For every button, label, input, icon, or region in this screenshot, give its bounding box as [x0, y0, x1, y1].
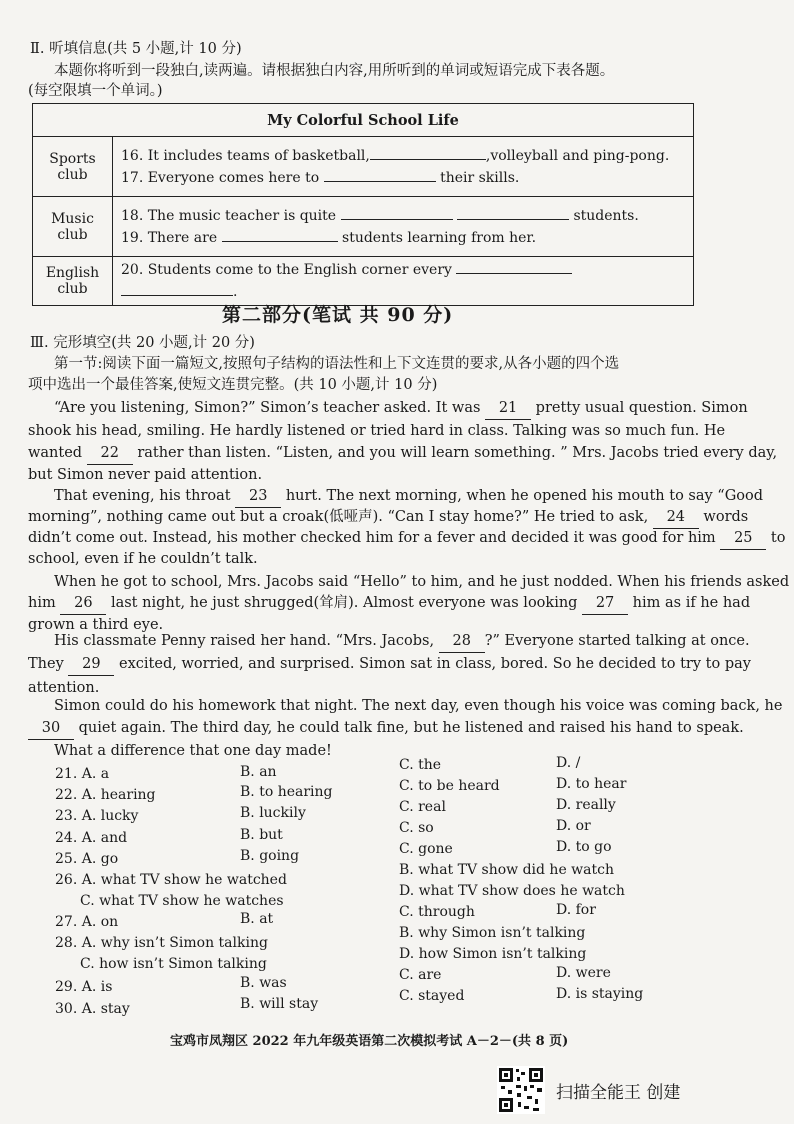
option-b: B. an [240, 764, 277, 780]
option-c: C. so [399, 820, 434, 836]
option-d: D. to hear [556, 776, 627, 792]
option-b: B. to hearing [240, 784, 333, 800]
passage-line: grown a third eye. [28, 617, 164, 633]
blank-28: 28 [439, 630, 485, 653]
option-a: 23. A. lucky [55, 808, 139, 824]
option-d: D. or [556, 818, 591, 834]
option-a: 24. A. and [55, 830, 128, 846]
option-d: D. for [556, 902, 596, 918]
option-d: D. were [556, 965, 611, 981]
passage-line: didn’t come out. Instead, his mother checked him for a fever and decided it was good for him 25 to [28, 527, 785, 550]
info-table [32, 103, 694, 306]
passage-line: 30 quiet again. The third day, he could talk fine, but he listened and raised his hand to speak. [28, 717, 744, 740]
blank-25: 25 [720, 527, 766, 550]
answer-blank-18b[interactable] [457, 205, 569, 220]
blank-21: 21 [485, 397, 531, 420]
option-b: B. what TV show did he watch [399, 862, 614, 878]
blank-30: 30 [28, 717, 74, 740]
passage-line: His classmate Penny raised her hand. “Mrs. Jacobs, 28 ?” Everyone started talking at once. [54, 630, 750, 653]
passage-line: That evening, his throat 23 hurt. The next morning, when he opened his mouth to say “Good [54, 485, 763, 508]
blank-22: 22 [87, 442, 133, 465]
blank-26: 26 [60, 592, 106, 615]
table-row [33, 197, 694, 257]
option-b: B. why Simon isn’t talking [399, 925, 586, 941]
option-a: 21. A. a [55, 766, 110, 782]
question-19-rest: students learning from her. [342, 229, 537, 246]
blank-29: 29 [68, 653, 114, 676]
question-16-rest: ,volleyball and ping-pong. [485, 147, 670, 164]
passage-line: morning”, nothing came out but a croak(低哑声). “Can I stay home?” He tried to ask, 24 words [28, 506, 748, 529]
question-16: 16. It includes teams of basketball, [121, 147, 370, 164]
option-a: 28. A. why isn’t Simon talking [55, 935, 268, 951]
passage-line: him 26 last night, he just shrugged(耸肩). Almost everyone was looking 27 him as if he had [28, 592, 750, 615]
question-18-rest: students. [573, 207, 639, 224]
option-a: 30. A. stay [55, 1001, 130, 1017]
option-c: C. how isn’t Simon talking [80, 956, 267, 972]
passage-line: attention. [28, 680, 100, 696]
passage-line: Simon could do his homework that night. The next day, even though his voice was coming back, he [54, 698, 783, 714]
passage-line: shook his head, smiling. He hardly listened or tried hard in class. Talking was so much fun. He [28, 423, 726, 439]
question-17: 17. Everyone comes here to [121, 169, 320, 186]
option-b: B. will stay [240, 996, 319, 1012]
section-heading-listening: Ⅱ. 听填信息(共 5 小题,计 10 分) [30, 41, 242, 57]
option-d: D. / [556, 755, 581, 771]
option-c: C. are [399, 967, 442, 983]
option-c: C. what TV show he watches [80, 893, 284, 909]
row-label: English club [33, 257, 113, 306]
scanner-watermark-text: 扫描全能王 创建 [556, 1083, 681, 1103]
passage-line: school, even if he couldn’t talk. [28, 551, 258, 567]
option-b: B. was [240, 975, 287, 991]
table-row [33, 257, 694, 306]
question-18: 18. The music teacher is quite [121, 207, 337, 224]
option-c: C. gone [399, 841, 453, 857]
part-title: 第二部分(笔试 共 90 分) [222, 304, 454, 326]
option-b: B. but [240, 827, 283, 843]
question-19: 19. There are [121, 229, 218, 246]
option-d: D. how Simon isn’t talking [399, 946, 587, 962]
option-c: C. stayed [399, 988, 465, 1004]
option-c: C. through [399, 904, 475, 920]
answer-blank-16[interactable] [370, 145, 486, 160]
passage-line: wanted 22 rather than listen. “Listen, and you will learn something. ” Mrs. Jacobs tried every day, [28, 442, 777, 465]
option-d: D. to go [556, 839, 612, 855]
blank-24: 24 [653, 506, 699, 529]
cloze-instruction: 第一节:阅读下面一篇短文,按照句子结构的语法性和上下文连贯的要求,从各小题的四个选 [54, 356, 620, 372]
row-label: Music club [33, 197, 113, 257]
question-20-rest: . [233, 284, 238, 300]
option-a: 22. A. hearing [55, 787, 156, 803]
option-a: 26. A. what TV show he watched [55, 872, 287, 888]
section-heading-cloze: Ⅲ. 完形填空(共 20 小题,计 20 分) [30, 335, 255, 351]
answer-blank-20b[interactable] [121, 281, 233, 296]
table-caption: My Colorful School Life [33, 104, 694, 137]
option-c: C. real [399, 799, 446, 815]
option-d: D. is staying [556, 986, 644, 1002]
cloze-instruction-cont: 项中选出一个最佳答案,使短文连贯完整。(共 10 小题,计 10 分) [28, 377, 438, 393]
passage-line: but Simon never paid attention. [28, 467, 263, 483]
option-d: D. really [556, 797, 616, 813]
question-20: 20. Students come to the English corner every [121, 262, 452, 278]
answer-blank-18a[interactable] [341, 205, 453, 220]
option-a: 29. A. is [55, 979, 113, 995]
option-a: 27. A. on [55, 914, 119, 930]
passage-line: What a difference that one day made! [54, 743, 332, 759]
listening-instruction-note: (每空限填一个单词。) [28, 83, 163, 99]
row-label: Sports club [33, 137, 113, 197]
passage-line: They 29 excited, worried, and surprised. Simon sat in class, bored. So he decided to try to pay [28, 653, 751, 676]
table-row [33, 137, 694, 197]
question-17-rest: their skills. [440, 169, 520, 186]
answer-blank-20a[interactable] [456, 259, 572, 274]
option-a: 25. A. go [55, 851, 119, 867]
blank-23: 23 [235, 485, 281, 508]
page-footer: 宝鸡市凤翔区 2022 年九年级英语第二次模拟考试 A－2－(共 8 页) [170, 1034, 569, 1049]
listening-instruction: 本题你将听到一段独白,读两遍。请根据独白内容,用所听到的单词或短语完成下表各题。 [54, 63, 615, 79]
passage-line: When he got to school, Mrs. Jacobs said “Hello” to him, and he just nodded. When his friends asked [54, 574, 790, 590]
answer-blank-17[interactable] [324, 167, 436, 182]
blank-27: 27 [582, 592, 628, 615]
option-c: C. the [399, 757, 442, 773]
option-b: B. at [240, 911, 274, 927]
option-b: B. luckily [240, 805, 306, 821]
passage-line: “Are you listening, Simon?” Simon’s teacher asked. It was 21 pretty usual question. Simon [54, 397, 748, 420]
qr-code-icon [497, 1066, 545, 1114]
option-d: D. what TV show does he watch [399, 883, 625, 899]
option-b: B. going [240, 848, 300, 864]
answer-blank-19[interactable] [222, 227, 338, 242]
option-c: C. to be heard [399, 778, 500, 794]
